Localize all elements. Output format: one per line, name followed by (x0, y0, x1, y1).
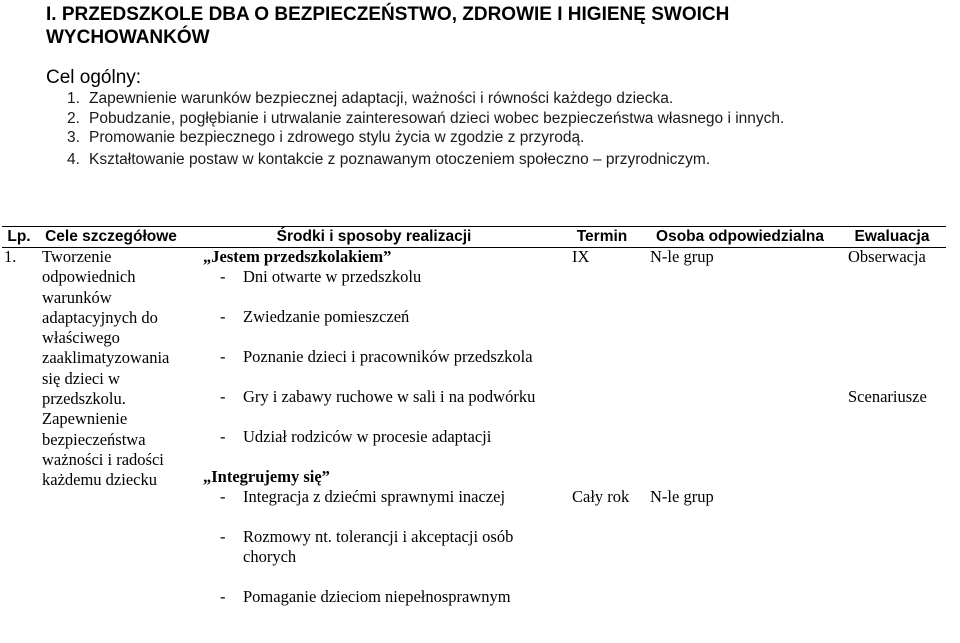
block-title-integrujemy-sie: „Integrujemy się” (203, 467, 330, 487)
general-goal-item-4 (67, 151, 710, 169)
cell-specific-goal (36, 248, 186, 643)
table-header-row (2, 227, 946, 248)
header-specific-goals: Cele szczegółowe (36, 227, 186, 248)
specific-goal-line: adaptacyjnych do (42, 308, 169, 328)
general-goal-text: Pobudzanie, pogłębianie i utrwalanie zainteresowań dzieci wobec bezpieczeństwa własnego i innych. (89, 110, 784, 127)
general-goal-item-3 (67, 129, 584, 147)
list-dash: - (220, 347, 226, 367)
specific-goal-line: zaaklimatyzowania (42, 348, 169, 368)
general-goal-number: 1. (67, 90, 89, 108)
cell-means-and-methods (186, 248, 562, 643)
general-goal-title: Cel ogólny: (46, 67, 141, 89)
term-block1: IX (572, 247, 589, 267)
list-item: Gry i zabawy ruchowe w sali i na podwórku (243, 387, 535, 407)
general-goal-text: Zapewnienie warunków bezpiecznej adaptacji, ważności i równości każdego dziecka. (89, 90, 673, 107)
header-responsible-person: Osoba odpowiedzialna (642, 227, 838, 248)
list-item: Pomaganie dzieciom niepełnosprawnym (243, 587, 511, 607)
evaluation-scenarios: Scenariusze (848, 387, 927, 407)
header-means-and-methods: Środki i sposoby realizacji (186, 227, 562, 248)
list-item: Poznanie dzieci i pracowników przedszkola (243, 347, 533, 367)
general-goal-text: Promowanie bezpiecznego i zdrowego stylu życia w zgodzie z przyrodą. (89, 129, 584, 146)
specific-goal-text (42, 247, 169, 491)
general-goal-text: Kształtowanie postaw w kontakcie z poznawanym otoczeniem społeczno – przyrodniczym. (89, 151, 710, 168)
row-number: 1. (4, 247, 16, 267)
responsible-block2: N-le grup (650, 487, 714, 507)
general-goal-number: 2. (67, 110, 89, 128)
header-evaluation: Ewaluacja (838, 227, 946, 248)
plan-table (2, 226, 946, 643)
list-dash: - (220, 427, 226, 447)
list-item: Rozmowy nt. tolerancji i akceptacji osób (243, 527, 513, 547)
specific-goal-line: właściwego (42, 328, 169, 348)
evaluation-observation: Obserwacja (848, 247, 926, 267)
specific-goal-line: przedszkolu. (42, 389, 169, 409)
header-term: Termin (562, 227, 642, 248)
cell-evaluation (838, 248, 946, 643)
list-dash: - (220, 487, 226, 507)
list-item: Integracja z dziećmi sprawnymi inaczej (243, 487, 505, 507)
list-item: Udział rodziców w procesie adaptacji (243, 427, 491, 447)
document-heading-line2: WYCHOWANKÓW (46, 26, 210, 49)
general-goal-item-2 (67, 110, 784, 128)
list-dash: - (220, 267, 226, 287)
list-dash: - (220, 387, 226, 407)
cell-responsible-person (642, 248, 838, 643)
specific-goal-line: Zapewnienie (42, 409, 169, 429)
specific-goal-line: Tworzenie (42, 247, 169, 267)
block-title-jestem-przedszkolakiem: „Jestem przedszkolakiem” (203, 247, 391, 267)
specific-goal-line: każdemu dziecku (42, 470, 169, 490)
list-dash: - (220, 587, 226, 607)
general-goal-number: 3. (67, 129, 89, 147)
table-row (2, 248, 946, 643)
specific-goal-line: się dzieci w (42, 369, 169, 389)
list-dash: - (220, 307, 226, 327)
specific-goal-line: odpowiednich (42, 267, 169, 287)
list-item-continuation: chorych (243, 547, 296, 567)
document-heading-line1: I. PRZEDSZKOLE DBA O BEZPIECZEŃSTWO, ZDROWIE I HIGIENĘ SWOICH (46, 3, 729, 26)
header-lp: Lp. (2, 227, 36, 248)
cell-term (562, 248, 642, 643)
specific-goal-line: warunków (42, 288, 169, 308)
general-goal-number: 4. (67, 151, 89, 169)
list-item: Zwiedzanie pomieszczeń (243, 307, 409, 327)
specific-goal-line: bezpieczeństwa (42, 430, 169, 450)
specific-goal-line: ważności i radości (42, 450, 169, 470)
responsible-block1: N-le grup (650, 247, 714, 267)
term-block2: Cały rok (572, 487, 629, 507)
cell-lp (2, 248, 36, 643)
list-dash: - (220, 527, 226, 547)
list-item: Dni otwarte w przedszkolu (243, 267, 421, 287)
general-goal-item-1 (67, 90, 673, 108)
